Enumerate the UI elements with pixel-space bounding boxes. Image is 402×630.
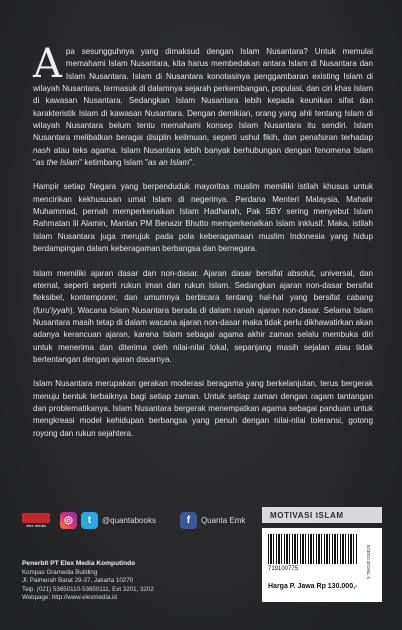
barcode [268,534,358,564]
paragraph-3: Islam memiliki ajaran dasar dan non-dasar. Ajaran dasar bersifat absolut, universal, dan eternal, seperti seperti rukun iman dan rukun Islam. Sedangkan ajaran non-dasar bersifat fleksibel, kontemporer, dan umumnya berbicara tentang hal-hal yang bersifat cabang (furu'iyyah). Wacana Islam Nusantara berada di dalam ranah ajaran non-dasar. Selama Islam Nusantara masih tetap di dalam wacana ajaran non-dasar maka tidak perlu dikhawatirkan akan adanya kerancuan ajaran, karena Islam sebagai agama akhir zaman selalu membuka diri untuk menerima dan diterima oleh nilai-nilai lokal, sepanjang masih sejalan atau tidak bertentangan dengan ajaran dasarnya. [33,268,373,364]
price-label: Harga P. Jawa Rp 130.000,- [268,583,358,590]
publisher-info: Penerbit PT Elex Media Komputindo Kompas Gramedia Building Jl. Palmerah Barat 29-37, Jakarta 10270 Telp. (021) 53650110-53650111, Ext 3201, 3202 Webpage: http://www.elexmedia.id [22,560,154,602]
twitter-icon: t [81,512,98,529]
category-label: MOTIVASI ISLAM [262,507,382,523]
paragraph-4: Islam Nusantara merupakan gerakan moderasi beragama yang berkelanjutan, terus bergerak menuju bentuk terbaiknya bagi setiap zaman. Untuk setiap zaman dengan ragam tantangan dan problematikanya, Islam Nusantara bergerak menempatkan agama sebagai panduan untuk mengkreasi model kehidupan berbangsa yang penuh dengan nilai-nilai toleransi, gotong royong dan rukun sejahtera. [33,379,373,438]
drop-cap: A [33,41,62,87]
book-code: 719100775 [268,566,299,572]
paragraph-1: Apa sesungguhnya yang dimaksud dengan Islam Nusantara? Untuk memulai memahami Islam Nusantara, kita harus membedakan antara Islam di Nusantara dan Islam Nusantara. Islam di Nusantara konotasinya penggambaran existing Islam di wilayah Nusantara, termasuk di dalamnya sejarah perkembangan, populasi, dan ciri khas Islam di kawasan Nusantara. Sedangkan Islam Nusantara lebih kepada keunikan sifat dan karakteristik Islam di kawasan Nusantara. Dengan demikian, orang yang ahli tentang Islam di wilayah Nusantara belum tentu memahami konsep Islam Nusantara itu sendiri. Islam Nusantara melibatkan beragai disiplin keilmuan, seperti ushul fikih, dan penafsiran terhadap nash atau teks agama. Islam Nusantara lebih banyak berhubungan dengan fenomena Islam "as the Islam" ketimbang Islam "as an Islam". [33,41,373,168]
barcode-panel [262,528,382,602]
social-handle: @quantabooks [102,515,156,525]
publisher-logo: elex media [22,511,50,529]
synopsis [33,41,373,452]
facebook-icon: f [180,512,197,529]
social-links [22,507,262,533]
instagram-icon: ◎ [60,512,77,529]
paragraph-2: Hampir setiap Negara yang berpenduduk mayoritas muslim memiliki istilah khusus untuk mencirikan kekhususan umat Islam di negerinya. Perdana Menteri Malaysia, Mahatir Muhammad, pernah memperkenalkan Islam Hadharah, Pak SBY sering menyebut Islam Rahmatan lil Alamin, Mantan PM Benazir Bhutto memperkenalkan Islam inklusif. Maka, istilah Islam Nusantara juga merujuk pada pola keberagamaan muslim Indonesia yang hidup berdampingan dalam keberagaman berbangsa dan bernegara. [33,182,373,254]
facebook-label: Quanta Emk [200,515,246,525]
isbn-vertical: 9 786230 020029 [366,544,371,580]
